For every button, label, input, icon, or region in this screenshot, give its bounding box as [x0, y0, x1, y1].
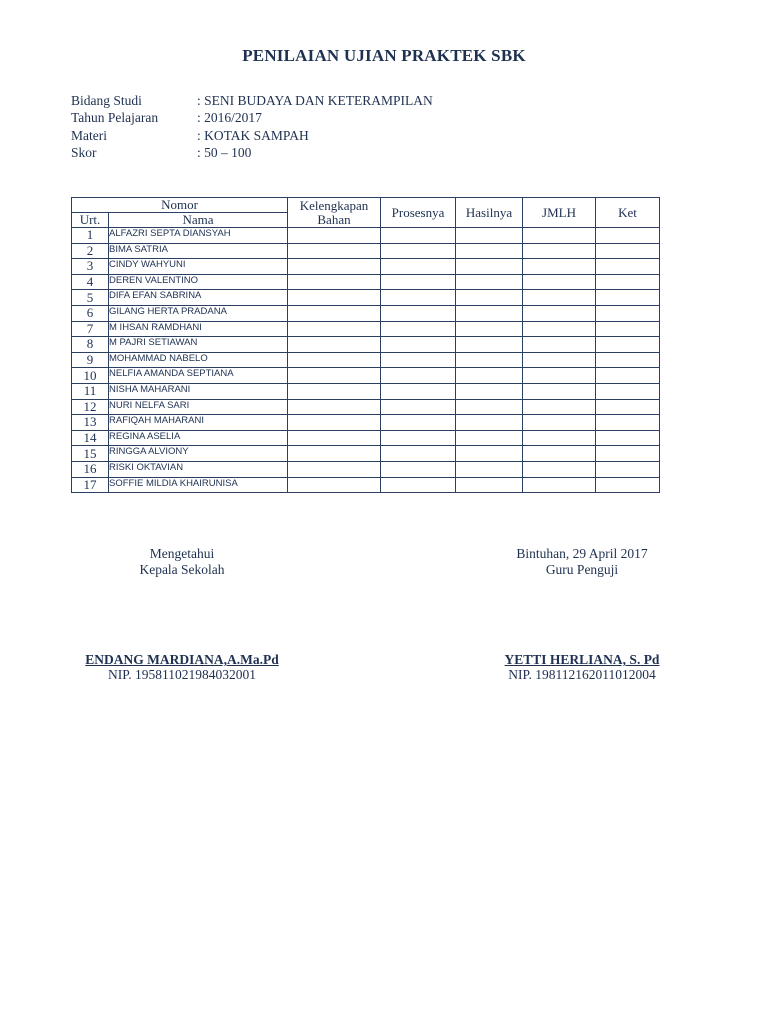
score-cell[interactable]: [381, 228, 456, 244]
row-number: 6: [72, 305, 109, 321]
score-cell[interactable]: [596, 430, 660, 446]
score-cell[interactable]: [523, 477, 596, 493]
student-name: RAFIQAH MAHARANI: [109, 415, 288, 431]
score-cell[interactable]: [523, 383, 596, 399]
row-number: 2: [72, 243, 109, 259]
score-cell[interactable]: [456, 477, 523, 493]
table-row: [72, 321, 660, 337]
score-cell[interactable]: [381, 399, 456, 415]
table-row: [72, 446, 660, 462]
table-row: [72, 383, 660, 399]
student-name: DEREN VALENTINO: [109, 274, 288, 290]
score-cell[interactable]: [596, 243, 660, 259]
score-cell[interactable]: [381, 352, 456, 368]
score-cell[interactable]: [596, 446, 660, 462]
score-cell[interactable]: [381, 274, 456, 290]
teacher-name: YETTI HERLIANA, S. Pd: [504, 652, 660, 667]
table-row: [72, 274, 660, 290]
score-cell[interactable]: [596, 228, 660, 244]
signature-left-block: [72, 652, 292, 683]
score-cell[interactable]: [523, 305, 596, 321]
score-cell[interactable]: [596, 461, 660, 477]
score-cell[interactable]: [288, 290, 381, 306]
sign-left-line2: Kepala Sekolah: [139, 561, 225, 577]
score-cell[interactable]: [596, 290, 660, 306]
score-cell[interactable]: [456, 399, 523, 415]
table-row: [72, 290, 660, 306]
principal-name: ENDANG MARDIANA,A.Ma.Pd: [85, 652, 279, 667]
score-cell[interactable]: [523, 461, 596, 477]
score-cell[interactable]: [523, 352, 596, 368]
score-cell[interactable]: [456, 446, 523, 462]
signature-right-heading: [480, 546, 684, 577]
score-cell[interactable]: [381, 243, 456, 259]
score-cell[interactable]: [288, 383, 381, 399]
row-number: 9: [72, 352, 109, 368]
info-value: : 50 – 100: [197, 144, 252, 160]
row-number: 4: [72, 274, 109, 290]
score-cell[interactable]: [288, 274, 381, 290]
sign-right-line1: Bintuhan, 29 April 2017: [516, 546, 648, 561]
table-row: [72, 461, 660, 477]
info-value: : SENI BUDAYA DAN KETERAMPILAN: [197, 93, 433, 108]
header-kelengkapan-bahan: [288, 198, 381, 228]
score-cell[interactable]: [381, 415, 456, 431]
teacher-nip: NIP. 198112162011012004: [508, 667, 656, 682]
row-number: 15: [72, 446, 109, 462]
score-cell[interactable]: [596, 368, 660, 384]
info-label: Materi: [71, 127, 107, 143]
student-name: NURI NELFA SARI: [109, 399, 288, 415]
header-kelengkapan: Kelengkapan: [299, 197, 369, 213]
score-cell[interactable]: [288, 415, 381, 431]
table-row: [72, 259, 660, 275]
row-number: 17: [72, 477, 109, 493]
score-cell[interactable]: [523, 337, 596, 353]
score-cell[interactable]: [288, 446, 381, 462]
table-row: [72, 430, 660, 446]
row-number: 14: [72, 430, 109, 446]
score-cell[interactable]: [381, 383, 456, 399]
score-cell[interactable]: [596, 321, 660, 337]
info-row-materi: [71, 127, 433, 144]
student-name: NISHA MAHARANI: [109, 383, 288, 399]
row-number: 11: [72, 383, 109, 399]
score-cell[interactable]: [456, 321, 523, 337]
score-cell[interactable]: [288, 305, 381, 321]
score-cell[interactable]: [381, 477, 456, 493]
info-row-tahun-pelajaran: [71, 109, 433, 126]
student-name: M IHSAN RAMDHANI: [109, 321, 288, 337]
row-number: 3: [72, 259, 109, 275]
row-number: 16: [72, 461, 109, 477]
header-bahan: Bahan: [317, 211, 351, 227]
header-jmlh: JMLH: [523, 198, 596, 228]
score-cell[interactable]: [456, 461, 523, 477]
score-cell[interactable]: [523, 290, 596, 306]
sign-right-line2: Guru Penguji: [545, 561, 619, 577]
score-cell[interactable]: [596, 274, 660, 290]
info-block: [71, 92, 433, 161]
row-number: 13: [72, 415, 109, 431]
score-cell[interactable]: [523, 430, 596, 446]
score-cell[interactable]: [523, 399, 596, 415]
score-cell[interactable]: [456, 352, 523, 368]
score-cell[interactable]: [523, 368, 596, 384]
score-cell[interactable]: [288, 321, 381, 337]
row-number: 7: [72, 321, 109, 337]
score-cell[interactable]: [596, 477, 660, 493]
score-cell[interactable]: [381, 461, 456, 477]
student-name: CINDY WAHYUNI: [109, 259, 288, 275]
header-prosesnya: Prosesnya: [381, 198, 456, 228]
score-cell[interactable]: [288, 430, 381, 446]
table-row: [72, 415, 660, 431]
table-row: [72, 399, 660, 415]
header-ket: Ket: [596, 198, 660, 228]
info-label: Tahun Pelajaran: [71, 110, 159, 126]
score-cell[interactable]: [288, 461, 381, 477]
student-name: RISKI OKTAVIAN: [109, 461, 288, 477]
score-cell[interactable]: [523, 259, 596, 275]
student-name: M PAJRI SETIAWAN: [109, 337, 288, 353]
score-cell[interactable]: [523, 228, 596, 244]
info-row-skor: [71, 144, 433, 161]
student-name: BIMA SATRIA: [109, 243, 288, 259]
score-cell[interactable]: [381, 321, 456, 337]
score-cell[interactable]: [381, 368, 456, 384]
principal-nip: NIP. 195811021984032001: [107, 667, 256, 682]
table-row: [72, 243, 660, 259]
score-cell[interactable]: [596, 415, 660, 431]
score-cell[interactable]: [288, 228, 381, 244]
score-cell[interactable]: [456, 368, 523, 384]
row-number: 10: [72, 368, 109, 384]
score-cell[interactable]: [456, 228, 523, 244]
header-urt: Urt.: [72, 213, 109, 228]
score-cell[interactable]: [596, 259, 660, 275]
row-number: 5: [72, 290, 109, 306]
score-cell[interactable]: [456, 383, 523, 399]
score-cell[interactable]: [456, 274, 523, 290]
score-cell[interactable]: [288, 477, 381, 493]
score-cell[interactable]: [596, 352, 660, 368]
info-value: : 2016/2017: [197, 110, 262, 126]
sign-left-line1: Mengetahui: [149, 546, 215, 561]
score-cell[interactable]: [381, 430, 456, 446]
score-cell[interactable]: [456, 259, 523, 275]
score-cell[interactable]: [523, 415, 596, 431]
score-cell[interactable]: [596, 399, 660, 415]
student-name: SOFFIE MILDIA KHAIRUNISA: [109, 477, 288, 493]
score-cell[interactable]: [288, 399, 381, 415]
student-name: GILANG HERTA PRADANA: [109, 305, 288, 321]
score-cell[interactable]: [456, 243, 523, 259]
score-cell[interactable]: [456, 305, 523, 321]
score-cell[interactable]: [381, 290, 456, 306]
table-row: [72, 305, 660, 321]
row-number: 8: [72, 337, 109, 353]
student-name: MOHAMMAD NABELO: [109, 352, 288, 368]
table-row: [72, 352, 660, 368]
score-cell[interactable]: [523, 274, 596, 290]
score-cell[interactable]: [596, 305, 660, 321]
score-cell[interactable]: [456, 430, 523, 446]
info-value: : KOTAK SAMPAH: [197, 127, 309, 143]
signature-left-heading: [72, 546, 292, 577]
score-cell[interactable]: [381, 305, 456, 321]
header-hasilnya: Hasilnya: [456, 198, 523, 228]
score-cell[interactable]: [523, 446, 596, 462]
table-row: [72, 337, 660, 353]
table-row: [72, 228, 660, 244]
student-name: REGINA ASELIA: [109, 430, 288, 446]
grade-table: [71, 197, 660, 493]
student-name: NELFIA AMANDA SEPTIANA: [109, 368, 288, 384]
score-cell[interactable]: [288, 352, 381, 368]
header-nama: Nama: [109, 213, 288, 228]
signature-right-block: [480, 652, 684, 683]
score-cell[interactable]: [288, 337, 381, 353]
score-cell[interactable]: [456, 337, 523, 353]
student-name: RINGGA ALVIONY: [109, 446, 288, 462]
student-name: ALFAZRI SEPTA DIANSYAH: [109, 228, 288, 244]
row-number: 1: [72, 228, 109, 244]
score-cell[interactable]: [288, 259, 381, 275]
header-nomor: Nomor: [72, 198, 288, 213]
score-cell[interactable]: [381, 446, 456, 462]
row-number: 12: [72, 399, 109, 415]
table-row: [72, 477, 660, 493]
table-row: [72, 368, 660, 384]
info-row-bidang-studi: [71, 92, 433, 109]
score-cell[interactable]: [456, 290, 523, 306]
info-label: Skor: [71, 144, 97, 160]
score-cell[interactable]: [288, 368, 381, 384]
student-name: DIFA EFAN SABRINA: [109, 290, 288, 306]
score-cell[interactable]: [596, 337, 660, 353]
info-label: Bidang Studi: [71, 93, 142, 108]
score-cell[interactable]: [381, 337, 456, 353]
score-cell[interactable]: [596, 383, 660, 399]
score-cell[interactable]: [523, 321, 596, 337]
document-title: PENILAIAN UJIAN PRAKTEK SBK: [242, 46, 526, 65]
score-cell[interactable]: [456, 415, 523, 431]
score-cell[interactable]: [288, 243, 381, 259]
score-cell[interactable]: [381, 259, 456, 275]
score-cell[interactable]: [523, 243, 596, 259]
